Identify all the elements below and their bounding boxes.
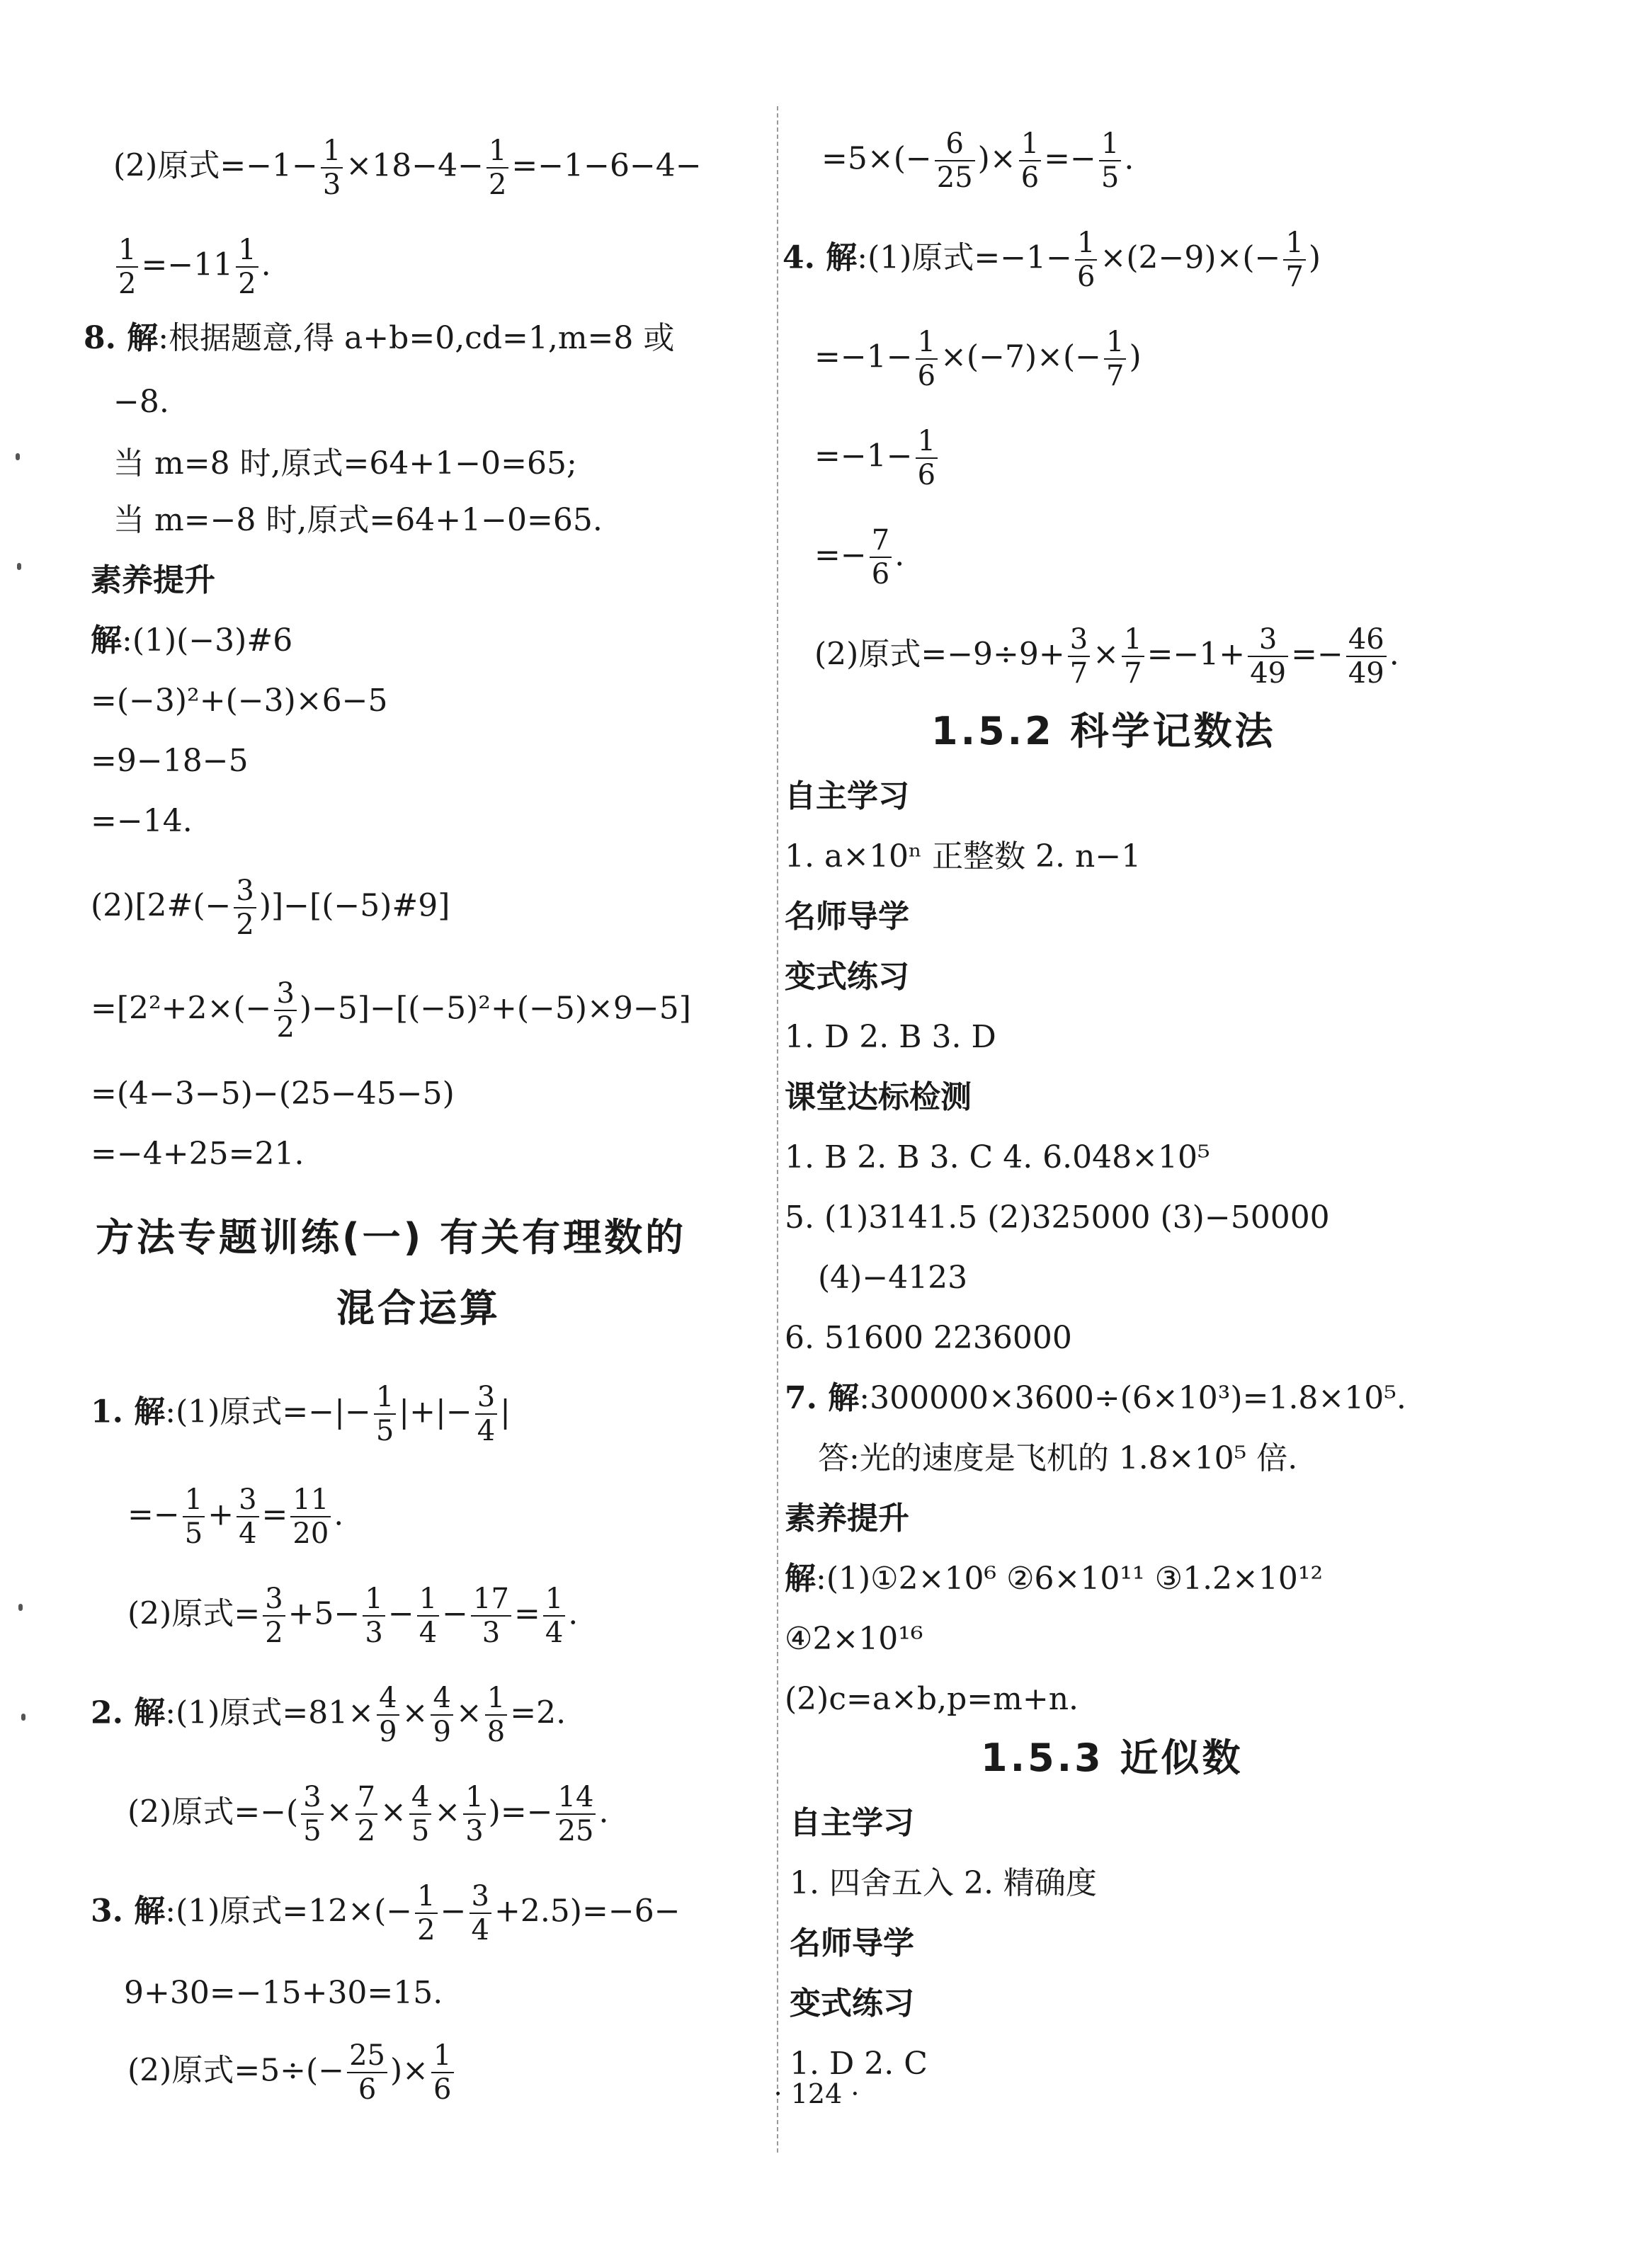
numerator: 25: [347, 2039, 387, 2073]
formula-text: ×: [1093, 636, 1120, 673]
formula-line: [127, 1583, 578, 1649]
denominator: 5: [411, 1815, 430, 1847]
formula-text: .: [334, 1496, 344, 1533]
numerator: 7: [355, 1781, 377, 1815]
fraction: [1122, 623, 1144, 690]
subsection-title: 素养提升: [785, 1500, 909, 1537]
subsection-title: 变式练习: [785, 959, 909, 995]
formula-text: +2.5)=−6−: [494, 1893, 681, 1930]
numerator: 1: [363, 1583, 385, 1617]
formula-line: [814, 425, 940, 491]
formula-text: |+|−: [399, 1394, 472, 1430]
formula-text: =−1−: [814, 338, 913, 375]
fraction: [290, 1483, 331, 1550]
formula-text: |: [500, 1394, 511, 1430]
scan-speck: [17, 563, 21, 570]
formula-line: [91, 874, 450, 941]
section-heading-1-5-2: 1.5.2 科学记数法: [931, 709, 1276, 753]
denominator: 9: [379, 1716, 397, 1748]
fraction: [321, 135, 343, 201]
formula-text: −: [440, 1893, 467, 1930]
denominator: 4: [477, 1415, 496, 1447]
denominator: 6: [917, 459, 936, 491]
formula-text: ×: [380, 1794, 406, 1830]
formula-text: ×: [326, 1794, 353, 1830]
numerator: 3: [1248, 623, 1288, 657]
denominator: 2: [357, 1815, 376, 1847]
formula-line: [91, 1682, 566, 1748]
denominator: 5: [184, 1517, 203, 1550]
denominator: 3: [482, 1617, 501, 1649]
fraction: [374, 1381, 396, 1447]
formula-text: :(1)原式=−|−: [165, 1394, 371, 1430]
answer-line: 1. 四舍五入 2. 精确度: [790, 1865, 1097, 1901]
question-label: 解: [785, 1561, 816, 1597]
formula-text: .: [1389, 636, 1399, 673]
formula-line: [814, 524, 904, 591]
formula-text: =[2²+2×(−: [91, 990, 272, 1027]
numerator: 1: [1283, 227, 1305, 261]
numerator: 1: [916, 326, 938, 360]
fraction: [234, 874, 256, 941]
subsection-title: 名师导学: [785, 899, 909, 935]
fraction: [237, 1483, 258, 1550]
formula-text: −: [442, 1595, 469, 1632]
fraction: [1248, 623, 1288, 690]
fraction: [415, 1880, 437, 1947]
formula-text: −: [387, 1595, 414, 1632]
page-number: · 124 ·: [773, 2078, 860, 2109]
formula-text: =2.: [510, 1694, 567, 1731]
chapter-heading: 方法专题训练(一) 有关有理数的: [96, 1215, 687, 1260]
question-label: 1. 解: [91, 1394, 166, 1430]
subsection-title: 课堂达标检测: [785, 1079, 972, 1115]
numerator: 1: [183, 1483, 205, 1517]
formula-line: [113, 135, 702, 201]
answer-line: 答:光的速度是飞机的 1.8×10⁵ 倍.: [818, 1440, 1298, 1476]
answer-line: −8.: [113, 384, 169, 420]
subsection-title: 名师导学: [790, 1925, 914, 1961]
numerator: 1: [543, 1583, 565, 1617]
subsection-title: 变式练习: [790, 1985, 914, 2022]
denominator: 7: [1106, 360, 1125, 392]
answer-line: =9−18−5: [91, 743, 249, 779]
formula-text: .: [261, 246, 271, 283]
fraction: [1068, 623, 1090, 690]
fraction: [870, 524, 892, 591]
numerator: 3: [301, 1781, 323, 1815]
denominator: 5: [1100, 161, 1120, 194]
answer-line: (2)c=a×b,p=m+n.: [785, 1681, 1079, 1717]
formula-text: .: [894, 537, 905, 574]
fraction: [417, 1583, 439, 1649]
formula-text: +: [207, 1496, 234, 1533]
numerator: 1: [236, 234, 258, 268]
denominator: 2: [417, 1914, 436, 1947]
formula-text: =−: [127, 1496, 180, 1533]
formula-text: =−11: [141, 246, 234, 283]
formula-text: =−: [1291, 636, 1343, 673]
scan-speck: [21, 1714, 25, 1721]
denominator: 8: [487, 1716, 506, 1748]
denominator: 7: [1285, 261, 1304, 293]
numerator: 6: [935, 127, 975, 161]
fraction: [556, 1781, 596, 1847]
formula-text: ×(2−9)×(−: [1100, 239, 1281, 276]
fraction: [263, 1583, 285, 1649]
fraction: [1346, 623, 1387, 690]
answer-text: :根据题意,得 a+b=0,cd=1,m=8 或: [158, 320, 675, 356]
numerator: 4: [377, 1682, 399, 1716]
denominator: 6: [358, 2073, 377, 2106]
numerator: 3: [470, 1880, 491, 1914]
formula-text: )×: [977, 140, 1016, 177]
denominator: 49: [1348, 657, 1384, 690]
numerator: 3: [263, 1583, 285, 1617]
denominator: 2: [238, 268, 256, 300]
fraction: [355, 1781, 377, 1847]
fraction: [274, 977, 296, 1044]
formula-text: (2)[2#(−: [91, 887, 232, 924]
denominator: 6: [1077, 261, 1096, 293]
fraction: [916, 326, 938, 392]
numerator: 46: [1346, 623, 1387, 657]
numerator: 3: [237, 1483, 258, 1517]
formula-text: ×18−4−: [346, 147, 484, 184]
numerator: 1: [321, 135, 343, 169]
formula-text: .: [598, 1794, 609, 1830]
numerator: 1: [374, 1381, 396, 1415]
question-label: 8. 解: [84, 320, 159, 356]
formula-text: =: [261, 1496, 288, 1533]
denominator: 49: [1250, 657, 1287, 690]
formula-line: [814, 623, 1399, 690]
formula-text: )]−[(−5)#9]: [258, 887, 450, 924]
formula-text: :(1)原式=−1−: [857, 239, 1073, 276]
formula-line: [127, 1781, 608, 1847]
fraction: [1283, 227, 1305, 293]
denominator: 7: [1069, 657, 1088, 690]
numerator: 7: [870, 524, 892, 558]
denominator: 4: [419, 1617, 438, 1649]
formula-text: :(1)原式=12×(−: [165, 1893, 413, 1930]
answer-text: :(1)(−3)#6: [122, 622, 293, 659]
denominator: 3: [465, 1815, 484, 1847]
formula-text: ×: [455, 1694, 482, 1731]
numerator: 1: [116, 234, 138, 268]
answer-line: [785, 1558, 1323, 1600]
formula-text: =−1−6−4−: [511, 147, 702, 184]
answer-line: =−14.: [91, 803, 193, 839]
answer-text: :300000×3600÷(6×10³)=1.8×10⁵.: [859, 1380, 1406, 1416]
numerator: 1: [1019, 127, 1041, 161]
question-label: 7. 解: [785, 1380, 860, 1416]
formula-line: [91, 977, 691, 1044]
fraction: [1099, 127, 1121, 194]
scan-speck: [18, 1604, 23, 1611]
formula-text: +5−: [288, 1595, 360, 1632]
formula-text: .: [568, 1595, 579, 1632]
formula-text: )=−: [488, 1794, 553, 1830]
fraction: [116, 234, 138, 300]
fraction: [409, 1781, 431, 1847]
formula-line: [91, 1880, 681, 1947]
answer-line: (4)−4123: [818, 1260, 968, 1296]
formula-text: (2)原式=−1−: [113, 147, 318, 184]
fraction: [183, 1483, 205, 1550]
subsection-title: 自主学习: [785, 778, 909, 814]
answer-line: ④2×10¹⁶: [785, 1621, 923, 1657]
fraction: [485, 1682, 507, 1748]
answer-text: :(1)①2×10⁶ ②6×10¹¹ ③1.2×10¹²: [816, 1561, 1324, 1597]
fraction: [301, 1781, 323, 1847]
chapter-heading-line2: 混合运算: [336, 1286, 501, 1330]
fraction: [1104, 326, 1126, 392]
formula-text: (2)原式=−9÷9+: [814, 636, 1065, 673]
answer-line: 5. (1)3141.5 (2)325000 (3)−50000: [785, 1199, 1330, 1236]
fraction: [377, 1682, 399, 1748]
formula-line: [821, 127, 1134, 194]
formula-line: [127, 1483, 343, 1550]
formula-text: =−: [814, 537, 867, 574]
formula-line: [91, 1381, 511, 1447]
numerator: 3: [234, 874, 256, 908]
denominator: 9: [433, 1716, 451, 1748]
column-divider: [777, 106, 778, 2153]
answer-line: [785, 1377, 1406, 1420]
answer-line: 1. B 2. B 3. C 4. 6.048×10⁵: [785, 1139, 1210, 1175]
denominator: 3: [322, 169, 341, 201]
formula-text: :(1)原式=81×: [165, 1694, 375, 1731]
denominator: 25: [557, 1815, 594, 1847]
fraction: [935, 127, 975, 194]
section-title: 素养提升: [91, 562, 215, 598]
denominator: 6: [871, 558, 890, 591]
denominator: 2: [276, 1011, 295, 1044]
subsection-title: 自主学习: [790, 1805, 914, 1841]
formula-text: (2)原式=: [127, 1595, 261, 1632]
formula-text: (2)原式=5÷(−: [127, 2052, 345, 2089]
answer-line: 6. 51600 2236000: [785, 1320, 1072, 1356]
formula-text: =5×(−: [821, 140, 932, 177]
formula-text: )−5]−[(−5)²+(−5)×9−5]: [299, 990, 691, 1027]
question-label: 3. 解: [91, 1893, 166, 1930]
denominator: 2: [118, 268, 137, 300]
denominator: 6: [433, 2073, 452, 2106]
numerator: 1: [487, 135, 508, 169]
numerator: 1: [1099, 127, 1121, 161]
numerator: 1: [1104, 326, 1126, 360]
answer-line: 9+30=−15+30=15.: [124, 1975, 443, 2011]
numerator: 1: [431, 2039, 453, 2073]
numerator: 1: [916, 425, 938, 459]
denominator: 2: [488, 169, 507, 201]
formula-text: ×: [434, 1794, 461, 1830]
numerator: 3: [475, 1381, 497, 1415]
denominator: 7: [1124, 657, 1142, 690]
formula-text: .: [1124, 140, 1134, 177]
fraction: [463, 1781, 485, 1847]
fraction: [1019, 127, 1041, 194]
answer-line: [91, 620, 292, 662]
numerator: 3: [1068, 623, 1090, 657]
answer-line: 1. a×10ⁿ 正整数 2. n−1: [785, 838, 1142, 874]
numerator: 1: [463, 1781, 485, 1815]
formula-text: =: [513, 1595, 540, 1632]
formula-line: [814, 326, 1142, 392]
fraction: [236, 234, 258, 300]
fraction: [916, 425, 938, 491]
denominator: 2: [236, 908, 254, 941]
formula-text: )×: [390, 2052, 429, 2089]
numerator: 11: [290, 1483, 331, 1517]
numerator: 14: [556, 1781, 596, 1815]
denominator: 6: [1020, 161, 1040, 194]
numerator: 4: [409, 1781, 431, 1815]
denominator: 20: [292, 1517, 329, 1550]
fraction: [363, 1583, 385, 1649]
scan-speck: [16, 453, 20, 460]
denominator: 3: [365, 1617, 383, 1649]
denominator: 4: [471, 1914, 489, 1947]
denominator: 6: [917, 360, 936, 392]
answer-line: =(−3)²+(−3)×6−5: [91, 683, 388, 719]
fraction: [487, 135, 508, 201]
question-label: 2. 解: [91, 1694, 166, 1731]
question-label: 4. 解: [783, 239, 858, 276]
formula-text: (2)原式=−(: [127, 1794, 299, 1830]
denominator: 2: [265, 1617, 283, 1649]
formula-text: ): [1129, 338, 1142, 375]
answer-line: 当 m=8 时,原式=64+1−0=65;: [113, 445, 577, 481]
denominator: 5: [375, 1415, 394, 1447]
section-heading-1-5-3: 1.5.3 近似数: [981, 1736, 1244, 1780]
fraction: [471, 1583, 511, 1649]
answer-line: =−4+25=21.: [91, 1136, 305, 1172]
answer-line: 当 m=−8 时,原式=64+1−0=65.: [113, 502, 603, 538]
formula-text: ×: [402, 1694, 428, 1731]
fraction: [475, 1381, 497, 1447]
denominator: 25: [936, 161, 973, 194]
formula-text: ×(−7)×(−: [940, 338, 1102, 375]
formula-text: ): [1308, 239, 1321, 276]
answer-line: 1. D 2. B 3. D: [785, 1019, 996, 1055]
numerator: 3: [274, 977, 296, 1011]
numerator: 1: [1122, 623, 1144, 657]
formula-text: =−: [1044, 140, 1096, 177]
question-label: 解: [91, 622, 122, 659]
formula-line: [783, 227, 1321, 293]
denominator: 5: [303, 1815, 322, 1847]
numerator: 17: [471, 1583, 511, 1617]
denominator: 4: [239, 1517, 257, 1550]
formula-text: =−1+: [1146, 636, 1246, 673]
fraction: [431, 1682, 453, 1748]
answer-line: =(4−3−5)−(25−45−5): [91, 1076, 455, 1112]
numerator: 4: [431, 1682, 453, 1716]
numerator: 1: [485, 1682, 507, 1716]
fraction: [470, 1880, 491, 1947]
numerator: 1: [415, 1880, 437, 1914]
fraction: [1075, 227, 1097, 293]
formula-line: [113, 234, 271, 300]
numerator: 1: [1075, 227, 1097, 261]
numerator: 1: [417, 1583, 439, 1617]
answer-line: 1. D 2. C: [790, 2046, 928, 2082]
fraction: [543, 1583, 565, 1649]
denominator: 4: [545, 1617, 564, 1649]
formula-text: =−1−: [814, 438, 913, 474]
answer-line: [84, 317, 674, 360]
